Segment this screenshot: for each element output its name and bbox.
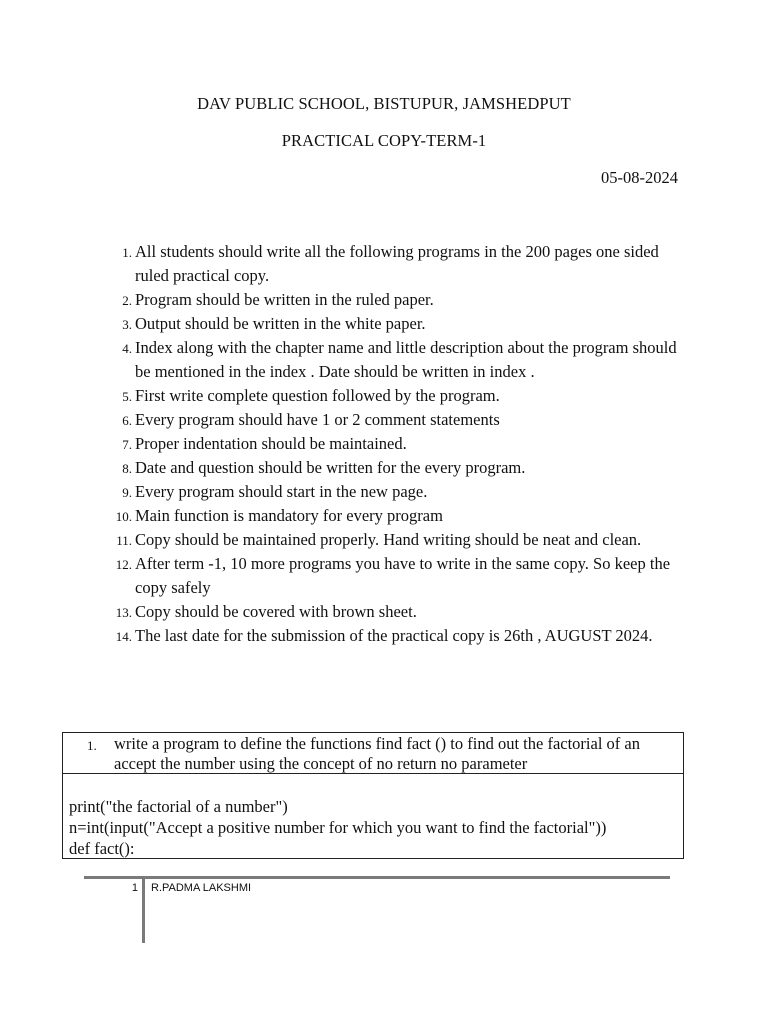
instruction-text: The last date for the submission of the practical copy is 26th , AUGUST 2024. [135, 626, 653, 645]
instruction-item [0, 480, 768, 504]
code-line: def fact(): [69, 839, 135, 858]
document-subtitle: PRACTICAL COPY-TERM-1 [281, 131, 487, 150]
instruction-item [0, 552, 768, 600]
instruction-text: First write complete question followed by the program. [135, 386, 500, 405]
footer-vertical-divider [142, 879, 145, 943]
instruction-number: 8. [122, 461, 132, 476]
instruction-item [0, 336, 768, 384]
instruction-text: Program should be written in the ruled paper. [135, 290, 434, 309]
instruction-number: 12. [115, 557, 132, 572]
page-number: 1 [131, 882, 138, 894]
instructions-list [0, 240, 768, 648]
instruction-item [0, 288, 768, 312]
instruction-item [0, 624, 768, 648]
program-question-row [63, 733, 683, 774]
program-table [62, 732, 684, 859]
instruction-text: After term -1, 10 more programs you have to write in the same copy. So keep the copy safely [135, 554, 671, 597]
instruction-text: Every program should start in the new page. [135, 482, 428, 501]
instruction-number: 10. [115, 509, 132, 524]
question-text: write a program to define the functions find fact () to find out the factorial of an accept the number using the concept of no return no parameter [114, 734, 640, 773]
instruction-number: 13. [115, 605, 132, 620]
instruction-text: Every program should have 1 or 2 comment statements [135, 410, 500, 429]
program-code [69, 796, 606, 859]
instruction-text: All students should write all the following programs in the 200 pages one sided ruled practical copy. [135, 242, 659, 285]
instruction-number: 4. [122, 341, 132, 356]
instruction-number: 2. [122, 293, 132, 308]
instruction-number: 5. [122, 389, 132, 404]
code-line: n=int(input("Accept a positive number for which you want to find the factorial")) [69, 818, 607, 837]
instruction-number: 11. [116, 533, 132, 548]
instruction-number: 9. [122, 485, 132, 500]
footer-divider [84, 876, 670, 879]
instruction-item [0, 384, 768, 408]
instruction-number: 14. [115, 629, 132, 644]
instruction-number: 1. [122, 245, 132, 260]
instruction-text: Copy should be covered with brown sheet. [135, 602, 417, 621]
question-number: 1. [87, 738, 97, 753]
instruction-item [0, 312, 768, 336]
instruction-item [0, 408, 768, 432]
instruction-item [0, 432, 768, 456]
instruction-item [0, 528, 768, 552]
instruction-number: 6. [122, 413, 132, 428]
instruction-text: Output should be written in the white paper. [135, 314, 426, 333]
instruction-number: 3. [122, 317, 132, 332]
instruction-text: Main function is mandatory for every program [135, 506, 443, 525]
instruction-text: Copy should be maintained properly. Hand writing should be neat and clean. [135, 530, 642, 549]
code-line: print("the factorial of a number") [69, 797, 288, 816]
instruction-number: 7. [122, 437, 132, 452]
instruction-text: Index along with the chapter name and little description about the program should be mentioned in the index . Date should be written in index . [135, 338, 677, 381]
instruction-item [0, 600, 768, 624]
instruction-text: Proper indentation should be maintained. [135, 434, 407, 453]
instruction-item [0, 504, 768, 528]
document-date: 05-08-2024 [601, 168, 678, 187]
instruction-text: Date and question should be written for the every program. [135, 458, 526, 477]
footer-author: R.PADMA LAKSHMI [151, 882, 252, 894]
instruction-item [0, 456, 768, 480]
school-title: DAV PUBLIC SCHOOL, BISTUPUR, JAMSHEDPUT [197, 94, 571, 113]
instruction-item [0, 240, 768, 288]
